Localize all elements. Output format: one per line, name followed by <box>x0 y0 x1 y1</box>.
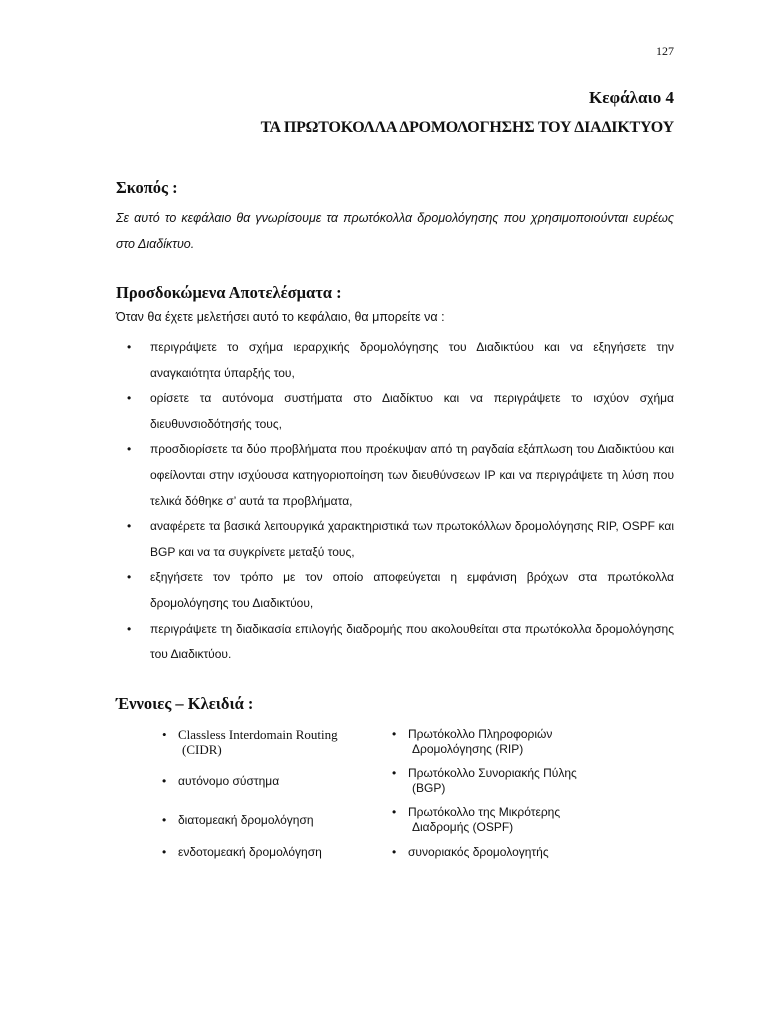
bullet-icon: • <box>392 766 397 780</box>
chapter-title: ΤΑ ΠΡΩΤΟΚΟΛΛΑ ΔΡΟΜΟΛΟΓΗΣΗΣ ΤΟΥ ΔΙΑΔΙΚΤΥΟΥ <box>260 119 674 136</box>
keyword-item <box>390 766 620 796</box>
outcomes-heading: Προσδοκώμενα Αποτελέσματα : <box>116 283 342 302</box>
keywords-row <box>160 844 620 860</box>
keyword-item <box>160 774 390 789</box>
purpose-heading: Σκοπός : <box>116 178 178 197</box>
page-number: 127 <box>656 44 674 58</box>
bullet-icon: • <box>162 844 167 859</box>
outcomes-intro: Όταν θα έχετε μελετήσει αυτό το κεφάλαιο, θα μπορείτε να : <box>116 310 445 324</box>
bullet-icon: • <box>127 442 132 457</box>
keyword-line: (CIDR) <box>182 742 222 757</box>
keyword-line: Πρωτόκολλο Πληροφοριών <box>408 727 553 741</box>
keywords-heading: Έννοιες – Κλειδιά : <box>116 694 254 713</box>
keyword-item <box>390 845 620 860</box>
bullet-icon: • <box>162 773 167 788</box>
bullet-icon: • <box>392 844 397 859</box>
keyword-item <box>160 727 390 757</box>
keyword-line: Διαδρομής (OSPF) <box>412 820 514 834</box>
keyword-item <box>390 805 620 835</box>
keyword-line: (BGP) <box>412 781 446 795</box>
keywords-row <box>160 805 620 835</box>
list-item <box>116 437 674 514</box>
keyword-item <box>160 845 390 860</box>
keyword-line: Classless Interdomain Routing <box>178 727 338 742</box>
keywords-row <box>160 727 620 757</box>
bullet-icon: • <box>127 621 132 636</box>
purpose-text: Σε αυτό το κεφάλαιο θα γνωρίσουμε τα πρωτόκολλα δρομολόγησης που χρησιμοποιούνται ευρέως στο Διαδίκτυο. <box>116 211 674 251</box>
keyword-line: Δρομολόγησης (RIP) <box>412 742 524 756</box>
keywords-grid <box>160 727 620 869</box>
outcomes-list <box>116 335 674 668</box>
bullet-icon: • <box>127 391 132 406</box>
list-item <box>116 514 674 565</box>
bullet-icon: • <box>127 340 132 354</box>
keywords-row <box>160 766 620 796</box>
outcome-text: περιγράψετε το σχήμα ιεραρχικής δρομολόγησης του Διαδικτύου και να εξηγήσετε την αναγκαιότητα ύπαρξής του, <box>150 340 674 380</box>
bullet-icon: • <box>127 570 132 585</box>
keyword-line: αυτόνομο σύστημα <box>178 773 280 788</box>
outcome-text: αναφέρετε τα βασικά λειτουργικά χαρακτηριστικά των πρωτοκόλλων δρομολόγησης RIP, OSPF και BGP και να τα συγκρίνετε μεταξύ τους, <box>150 519 674 559</box>
keyword-line: Πρωτόκολλο της Μικρότερης <box>408 805 561 819</box>
outcome-text: προσδιορίσετε τα δύο προβλήματα που προέκυψαν από τη ραγδαία εξάπλωση του Διαδικτύου και οφείλονται στην ισχύουσα κατηγοριοποίηση των διευθύνσεων IP και να περιγράψετε τη λύση που τελικά δόθηκε σ’ αυτά τα προβλήματα, <box>150 442 674 508</box>
list-item <box>116 565 674 616</box>
keyword-line: συνοριακός δρομολογητής <box>408 844 549 859</box>
keyword-line: ενδοτομεακή δρομολόγηση <box>178 844 322 859</box>
bullet-icon: • <box>162 812 167 827</box>
outcome-text: περιγράψετε τη διαδικασία επιλογής διαδρομής που ακολουθείται στα πρωτόκολλα δρομολόγησης του Διαδικτύου. <box>150 621 674 662</box>
chapter-number: Κεφάλαιο 4 <box>589 88 674 107</box>
keyword-item <box>390 727 620 757</box>
keyword-line: διατομεακή δρομολόγηση <box>178 812 314 827</box>
list-item <box>116 335 674 386</box>
outcome-text: εξηγήσετε τον τρόπο με τον οποίο αποφεύγεται η εμφάνιση βρόχων στα πρωτόκολλα δρομολόγησης του Διαδικτύου, <box>150 570 674 610</box>
bullet-icon: • <box>162 727 167 742</box>
keyword-line: Πρωτόκολλο Συνοριακής Πύλης <box>408 766 577 780</box>
outcome-text: ορίσετε τα αυτόνομα συστήματα στο Διαδίκτυο και να περιγράψετε το ισχύον σχήμα διευθυνσιοδότησής τους, <box>150 391 674 431</box>
list-item <box>116 617 674 668</box>
bullet-icon: • <box>127 519 132 534</box>
bullet-icon: • <box>392 805 397 819</box>
keyword-item <box>160 813 390 828</box>
bullet-icon: • <box>392 727 397 741</box>
list-item <box>116 386 674 437</box>
